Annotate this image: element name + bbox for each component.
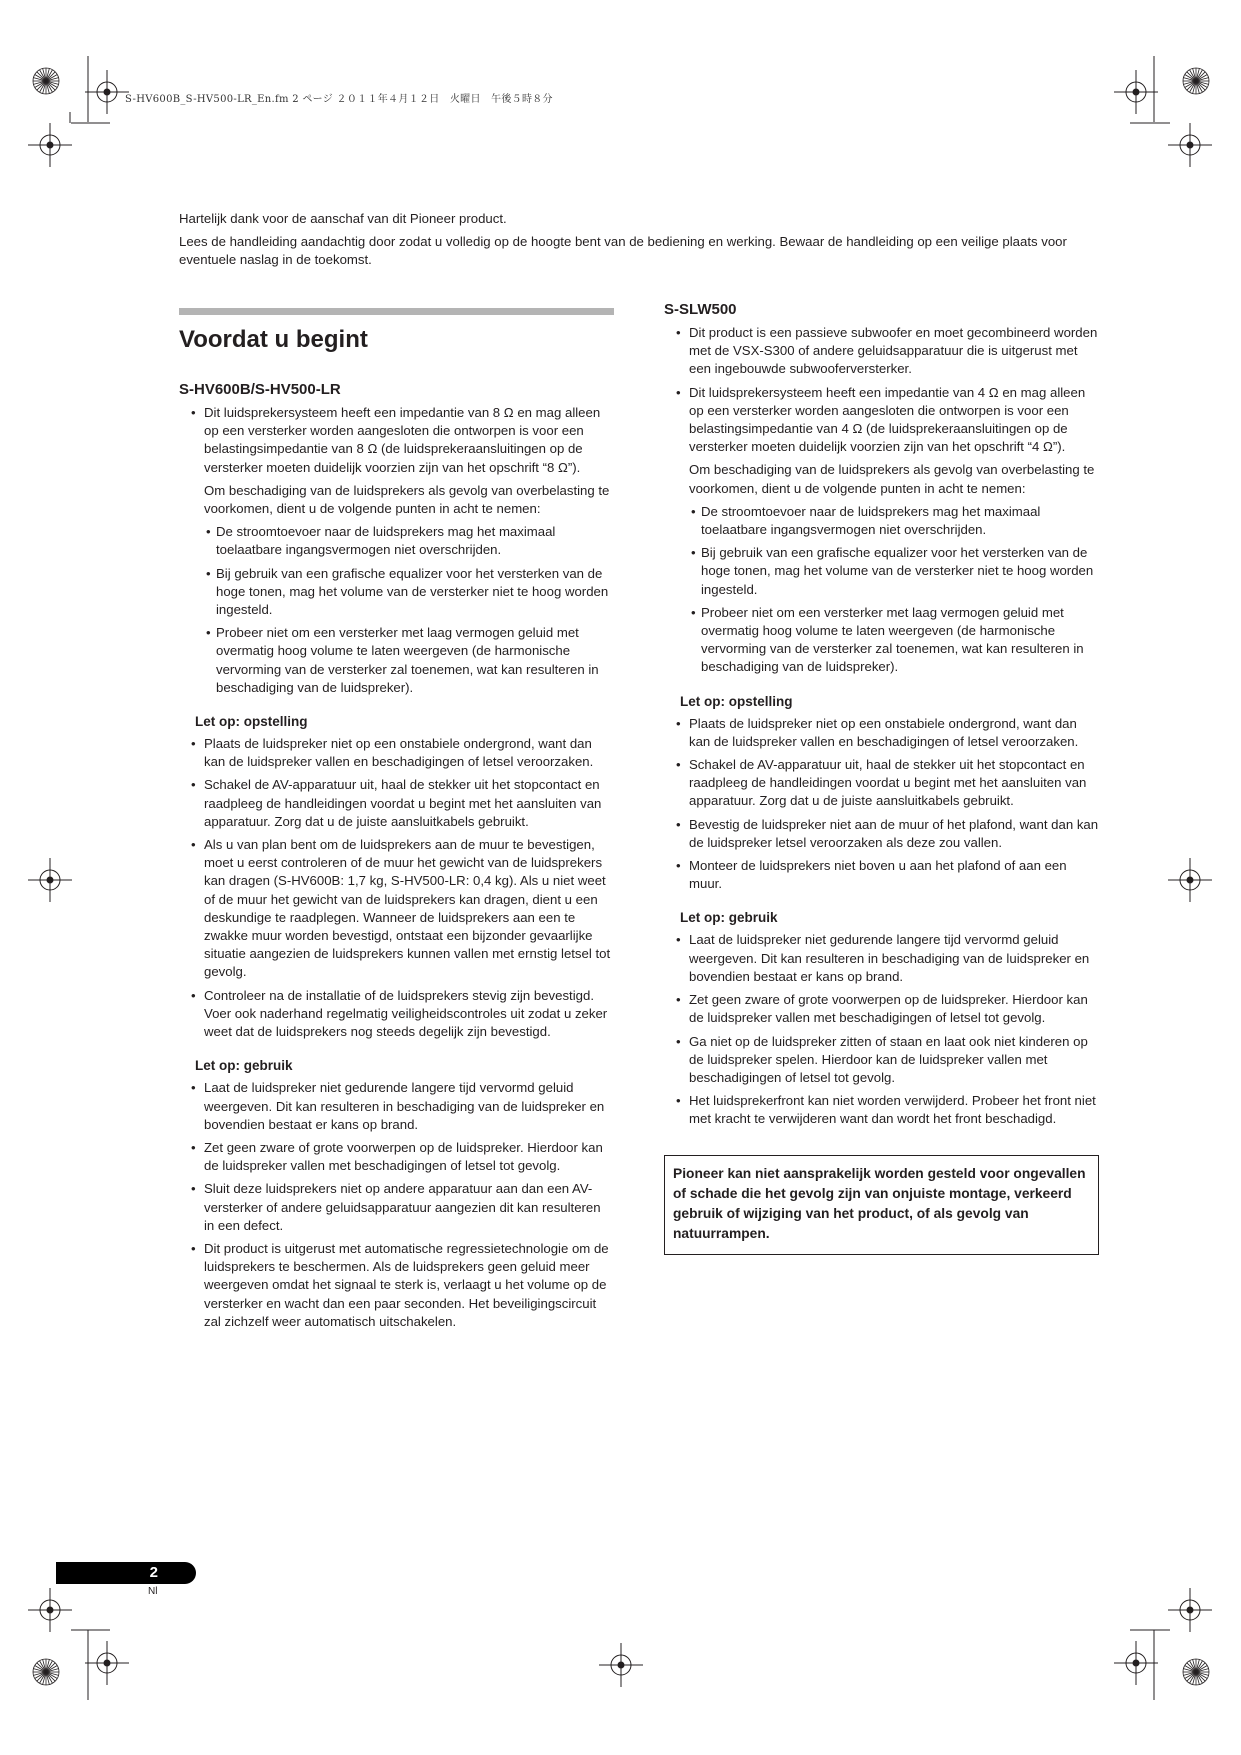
- use-list: [664, 931, 1099, 1128]
- list-item: [664, 384, 1099, 677]
- list-item: • Laat de luidspreker niet gedurende langere tijd vervormd geluid weergeven. Dit kan resulteren in beschadiging van de luidspreker en bovendien bestaat er kans op brand.: [664, 931, 1099, 986]
- registration-crosshair-icon: [599, 1643, 643, 1687]
- list-item: • Dit product is uitgerust met automatische regressietechnologie om de luidsprekers te beschermen. Als de luidsprekers geen geluid meer weergeven omdat het signaal te sterk is, verlaagt u het volume op de versterker en wacht dan een paar seconden. Het beveiligingscircuit zal zichzelf weer automatisch uitschakelen.: [179, 1240, 614, 1331]
- impedance-text: • Dit luidsprekersysteem heeft een impedantie van 4 Ω en mag alleen op een versterker worden aangesloten die ontworpen is voor een belastingsimpedantie van 4 Ω (de luidsprekeraansluitingen op de versterker moeten duidelijk voorzien zijn van het opschrift “4 Ω”).: [689, 384, 1086, 455]
- registration-crosshair-icon: [85, 70, 129, 114]
- registration-starburst-icon: [33, 1659, 59, 1685]
- list-item: • Het luidsprekerfront kan niet worden verwijderd. Probeer het front niet met kracht te verwijderen want dan wordt het front beschadigd.: [664, 1092, 1099, 1128]
- registration-crosshair-icon: [28, 858, 72, 902]
- registration-crosshair-icon: [1114, 1641, 1158, 1685]
- list-item: • Plaats de luidspreker niet op een onstabiele ondergrond, want dan kan de luidspreker vallen en beschadigingen of letsel veroorzaken.: [664, 715, 1099, 751]
- list-item: • Schakel de AV-apparatuur uit, haal de stekker uit het stopcontact en raadpleeg de handleidingen voordat u begint met het aansluiten van apparatuur. Zorg dat u de juiste aansluitkabels gebruikt.: [179, 776, 614, 831]
- sub-point: • Bij gebruik van een grafische equalizer voor het versterken van de hoge tonen, mag het volume van de versterker niet te hoog worden ingesteld.: [689, 544, 1099, 599]
- registration-starburst-icon: [33, 68, 59, 94]
- intro: [179, 210, 1099, 274]
- sub-points: [204, 523, 614, 697]
- page-language: Nl: [148, 1586, 158, 1597]
- file-info-header: S-HV600B_S-HV500-LR_En.fm 2 ページ ２０１１年４月１２日 火曜日 午後５時８分: [125, 94, 553, 105]
- page-number-badge: 2: [56, 1562, 196, 1584]
- registration-crosshair-icon: [28, 1588, 72, 1632]
- registration-crosshair-icon: [1168, 1588, 1212, 1632]
- damage-paragraph: Om beschadiging van de luidsprekers als gevolg van overbelasting te voorkomen, dient u de volgende punten in acht te nemen:: [689, 462, 1095, 496]
- use-caution-title: Let op: gebruik: [195, 1058, 293, 1074]
- sub-points: [689, 503, 1099, 677]
- model-title-slw500: S-SLW500: [664, 301, 737, 318]
- setup-caution-title: Let op: opstelling: [680, 693, 793, 709]
- registration-starburst-icon: [1183, 68, 1209, 94]
- registration-crosshair-icon: [1168, 123, 1212, 167]
- list-item: • Plaats de luidspreker niet op een onstabiele ondergrond, want dan kan de luidspreker vallen en beschadigingen of letsel veroorzaken.: [179, 735, 614, 771]
- sub-point: • De stroomtoevoer naar de luidsprekers mag het maximaal toelaatbare ingangsvermogen niet overschrijden.: [689, 503, 1099, 539]
- model-title-hv600b: S-HV600B/S-HV500-LR: [179, 381, 341, 398]
- sub-point: • Probeer niet om een versterker met laag vermogen geluid met overmatig hoog volume te laten weergeven (de harmonische vervorming van de versterker zal toenemen, wat kan resulteren in beschadiging van de luidspreker).: [204, 624, 614, 697]
- list-item: • Zet geen zware of grote voorwerpen op de luidspreker. Hierdoor kan de luidspreker vallen met beschadigingen of letsel tot gevolg.: [179, 1139, 614, 1175]
- section-bar: [179, 308, 614, 315]
- registration-crosshair-icon: [1114, 70, 1158, 114]
- intro-thanks: Hartelijk dank voor de aanschaf van dit Pioneer product.: [179, 211, 507, 226]
- damage-paragraph: Om beschadiging van de luidsprekers als gevolg van overbelasting te voorkomen, dient u de volgende punten in acht te nemen:: [204, 482, 610, 517]
- setup-caution-title: Let op: opstelling: [195, 714, 308, 730]
- list-item: • Zet geen zware of grote voorwerpen op de luidspreker. Hierdoor kan de luidspreker vallen met beschadigingen of letsel tot gevolg.: [664, 991, 1099, 1027]
- list-item: • Dit product is een passieve subwoofer en moet gecombineerd worden met de VSX-S300 of andere geluidsapparatuur die is uitgerust met een ingebouwde subwooferversterker.: [664, 324, 1099, 379]
- right-column: [664, 300, 1099, 1255]
- list-item: • Controleer na de installatie of de luidsprekers stevig zijn bevestigd. Voer ook naderhand regelmatig veiligheidscontroles uit zodat u zeker weet dat de luidsprekers nog steeds degelijk zijn bevestigd.: [179, 987, 614, 1042]
- sub-point: • Bij gebruik van een grafische equalizer voor het versterken van de hoge tonen, mag het volume van de versterker niet te hoog worden ingesteld.: [204, 565, 614, 620]
- list-item: • Laat de luidspreker niet gedurende langere tijd vervormd geluid weergeven. Dit kan resulteren in beschadiging van de luidspreker en bovendien bestaat er kans op brand.: [179, 1079, 614, 1134]
- registration-starburst-icon: [1183, 1659, 1209, 1685]
- left-column: [179, 308, 614, 1336]
- list-item: • Ga niet op de luidspreker zitten of staan en laat ook niet kinderen op de luidspreker spelen. Hierdoor kan de luidspreker vallen met beschadigingen of letsel tot gevolg.: [664, 1033, 1099, 1088]
- section-title: Voordat u begint: [179, 326, 368, 353]
- list-item: • Bevestig de luidspreker niet aan de muur of het plafond, want dan kan de luidspreker letsel veroorzaken als deze zou vallen.: [664, 816, 1099, 852]
- intro-instructions: Lees de handleiding aandachtig door zodat u volledig op de hoogte bent van de bediening en werking. Bewaar de handleiding op een veilige plaats voor eventuele naslag in de toekomst.: [179, 233, 1067, 267]
- sub-point: • Probeer niet om een versterker met laag vermogen geluid met overmatig hoog volume te laten weergeven (de harmonische vervorming van de versterker zal toenemen, wat kan resulteren in beschadiging van de luidspreker).: [689, 604, 1099, 677]
- impedance-text: • Dit luidsprekersysteem heeft een impedantie van 8 Ω en mag alleen op een versterker worden aangesloten die ontworpen is voor een belastingsimpedantie van 8 Ω (de luidsprekeraansluitingen op de versterker moeten duidelijk voorzien zijn van het opschrift “8 Ω”).: [204, 405, 601, 475]
- liability-notice: Pioneer kan niet aansprakelijk worden gesteld voor ongevallen of schade die het gevolg zijn van onjuiste montage, verkeerd gebruik of wijziging van het product, of als gevolg van natuurrampen.: [664, 1155, 1099, 1255]
- use-list: [179, 1079, 614, 1331]
- list-item: • Monteer de luidsprekers niet boven u aan het plafond of aan een muur.: [664, 857, 1099, 893]
- subwoofer-list: [664, 324, 1099, 677]
- registration-crosshair-icon: [85, 1641, 129, 1685]
- list-item: • Schakel de AV-apparatuur uit, haal de stekker uit het stopcontact en raadpleeg de handleidingen voordat u begint met het aansluiten van apparatuur. Zorg dat u de juiste aansluitkabels gebruikt.: [664, 756, 1099, 811]
- list-item: [179, 404, 614, 697]
- registration-crosshair-icon: [28, 123, 72, 167]
- setup-list: [179, 735, 614, 1041]
- setup-list: [664, 715, 1099, 894]
- list-item: • Sluit deze luidsprekers niet op andere apparatuur aan dan een AV-versterker of andere geluidsapparatuur aangezien dit kan resulteren in een defect.: [179, 1180, 614, 1235]
- impedance-list: [179, 404, 614, 697]
- registration-crosshair-icon: [1168, 858, 1212, 902]
- use-caution-title: Let op: gebruik: [680, 910, 778, 926]
- sub-point: • De stroomtoevoer naar de luidsprekers mag het maximaal toelaatbare ingangsvermogen niet overschrijden.: [204, 523, 614, 559]
- list-item: • Als u van plan bent om de luidsprekers aan de muur te bevestigen, moet u eerst controleren of de muur het gewicht van de luidsprekers kan dragen (S-HV600B: 1,7 kg, S-HV500-LR: 0,4 kg). Als u niet weet of de muur het gewicht van de luidsprekers kan dragen, dient u een deskundige te raadplegen. Wanneer de luidsprekers aan een te zwakke muur worden bevestigd, ontstaat een bijzonder gevaarlijke situatie aangezien de luidsprekers kunnen vallen met ernstig letsel tot gevolg.: [179, 836, 614, 982]
